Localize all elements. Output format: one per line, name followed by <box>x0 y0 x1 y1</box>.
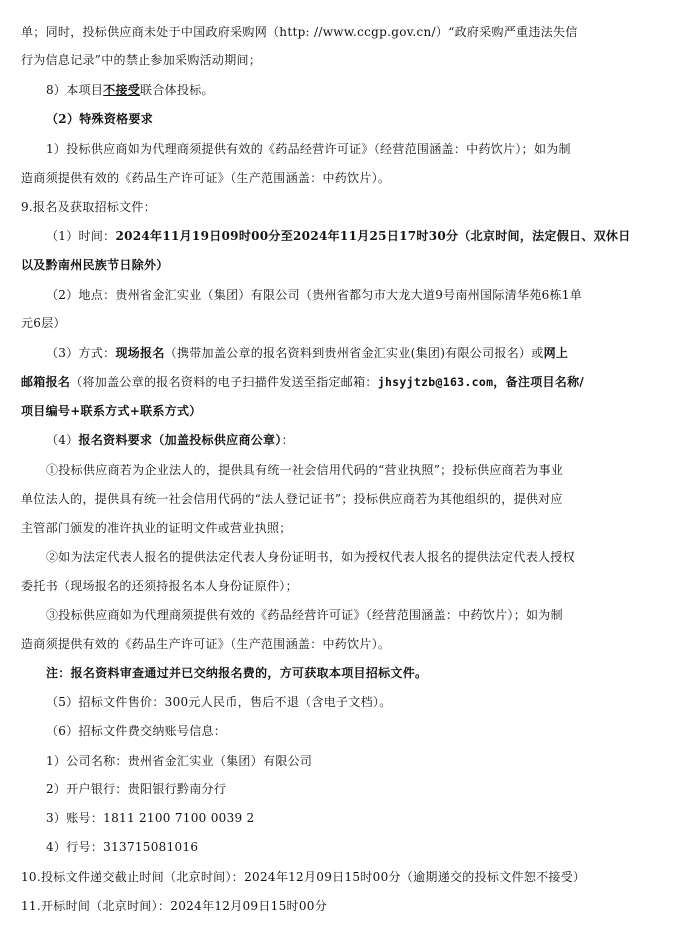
requirements-heading <box>46 431 294 449</box>
para-line: 单位法人的，提供具有统一社会信用代码的“法人登记证书”；投标供应商若为其他组织的，提供对应 <box>21 492 563 506</box>
para-line: 造商须提供有效的《药品生产许可证》（生产范围涵盖：中药饮片）。 <box>21 637 391 651</box>
clause-8-suffix: 联合体投标。 <box>140 83 214 97</box>
method-note-cont: 项目编号+联系方式+联系方式） <box>21 404 202 418</box>
para-line: 主管部门颁发的准许执业的证明文件或营业执照； <box>21 521 292 535</box>
req-colon: ： <box>281 433 294 447</box>
para-line: 委托书（现场报名的还须持报名本人身份证原件）； <box>21 579 298 593</box>
para-line: 元6层） <box>21 316 66 330</box>
clause-8 <box>46 81 214 99</box>
method-line-2 <box>21 373 584 391</box>
para-line: ②如为法定代表人报名的提供法定代表人身份证明书，如为授权代表人报名的提供法定代表人授权 <box>46 550 575 564</box>
clause-8-emphasis: 不接受 <box>103 83 141 97</box>
registration-email: jhsyjtzb@163.com <box>377 375 494 389</box>
para-line: （6）招标文件费交纳账号信息： <box>46 724 227 738</box>
method-note: ，备注项目名称/ <box>493 375 585 389</box>
time-prefix: （1）时间： <box>46 229 116 243</box>
para-line: ③投标供应商如为代理商须提供有效的《药品经营许可证》（经营范围涵盖：中药饮片）；如为制 <box>46 608 563 622</box>
time-value-cont: 以及黔南州民族节日除外） <box>21 258 169 272</box>
time-value: 2024年11月19日09时00分至2024年11月25日17时30分（北京时间，法定假日、双休日 <box>115 229 631 243</box>
onsite-registration: 现场报名 <box>115 346 165 360</box>
time-line <box>46 227 631 245</box>
section-heading: 9.报名及获取招标文件： <box>21 200 157 214</box>
online-registration: 网上 <box>543 346 569 360</box>
method-detail: （将加盖公章的报名资料的电子扫描件发送至指定邮箱： <box>70 375 378 389</box>
email-registration: 邮箱报名 <box>21 375 71 389</box>
opening-time: 11.开标时间（北京时间）：2024年12月09日15时00分 <box>21 899 328 913</box>
account-bank: 2）开户银行：贵阳银行黔南分行 <box>46 782 227 796</box>
para-line: 单；同时，投标供应商未处于中国政府采购网（http: //www.ccgp.gov.cn/）“政府采购严重违法失信 <box>21 25 578 39</box>
req-title: 报名资料要求（加盖投标供应商公章） <box>78 433 282 447</box>
para-line: （2）地点：贵州省金汇实业（集团）有限公司（贵州省都匀市大龙大道9号南州国际清华苑6栋1单 <box>46 288 583 302</box>
para-line: 造商须提供有效的《药品生产许可证》（生产范围涵盖：中药饮片）。 <box>21 171 391 185</box>
method-detail: （携带加盖公章的报名资料到贵州省金汇实业(集团)有限公司报名）或 <box>164 346 544 360</box>
section-heading: （2）特殊资格要求 <box>46 112 154 126</box>
method-prefix: （3）方式： <box>46 346 116 360</box>
req-prefix: （4） <box>46 433 79 447</box>
para-line: 1）投标供应商如为代理商须提供有效的《药品经营许可证》（经营范围涵盖：中药饮片）；如为制 <box>46 142 571 156</box>
method-line <box>46 344 568 362</box>
para-line: ①投标供应商若为企业法人的，提供具有统一社会信用代码的“营业执照”；投标供应商若为事业 <box>46 463 564 477</box>
para-line: （5）招标文件售价：300元人民币，售后不退（含电子文档）。 <box>46 695 392 709</box>
account-number: 3）账号：1811 2100 7100 0039 2 <box>46 811 255 825</box>
note: 注：报名资料审查通过并已交纳报名费的，方可获取本项目招标文件。 <box>46 666 428 680</box>
para-line: 行为信息记录”中的禁止参加采购活动期间； <box>21 53 262 67</box>
clause-8-prefix: 8）本项目 <box>46 83 104 97</box>
account-company: 1）公司名称：贵州省金汇实业（集团）有限公司 <box>46 754 313 768</box>
submission-deadline: 10.投标文件递交截止时间（北京时间）：2024年12月09日15时00分（逾期递交的投标文件恕不接受） <box>21 870 586 884</box>
bank-code: 4）行号：313715081016 <box>46 840 199 854</box>
